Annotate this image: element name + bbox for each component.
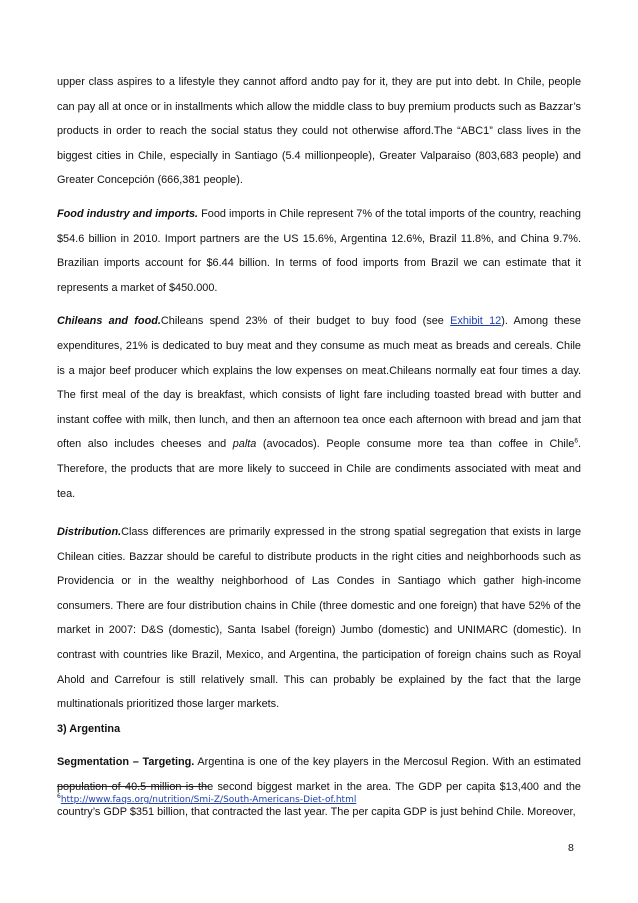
palta-term: palta [232, 438, 257, 451]
footnote-separator [57, 786, 208, 787]
food-industry-heading: Food industry and imports. [57, 207, 199, 220]
section-heading-argentina: 3) Argentina [57, 722, 121, 735]
chileans-food-heading: Chileans and food. [57, 315, 161, 328]
segmentation-heading: Segmentation – Targeting. [57, 756, 195, 769]
footnote-link[interactable]: http://www.faqs.org/nutrition/Smi-Z/South-Americans-Diet-of.html [60, 795, 357, 805]
paragraph-distribution [57, 520, 581, 717]
footnote-reference[interactable]: 6 [574, 437, 578, 445]
exhibit-12-link[interactable]: Exhibit 12 [450, 315, 502, 328]
footnote-number: 6 [57, 793, 61, 800]
footnote [57, 795, 356, 805]
distribution-heading: Distribution. [57, 526, 122, 539]
paragraph-chileans-food: Chileans and food.Chileans spend 23% of their budget to buy food (see Exhibit 12). Among these expenditures, 21% is dedicated to buy meat and they consume as much meat as breads and cereals. Chile is a major beef producer which explains the low expenses on meat.Chileans normally eat four times a day. The first meal of the day is breakfast, which consists of light fare including toasted bread with butter and instant coffee with milk, then lunch, and then an afternoon tea once each afternoon with bread and jam that often also includes cheeses and palta (avocados). People consume more tea than coffee in Chile$^6$. Therefore, the products that are more likely to succeed in Chile are condiments associated with meat and tea. [57, 315, 581, 500]
page-number: 8 [568, 842, 574, 854]
paragraph-segmentation [57, 750, 581, 824]
paragraph-chile-class: upper class aspires to a lifestyle they cannot afford andto pay for it, they are put into debt. In Chile, people can pay all at once or in installments which allow the middle class to buy premium products such as Bazzar’s products in order to reach the social status they could not otherwise afford.The “ABC1” class lives in the biggest cities in Chile, especially in Santiago (5.4 millionpeople), Greater Valparaiso (803,683 people) and Greater Concepción (666,381 people). [57, 76, 581, 187]
distribution-text: Class differences are primarily expressed in the strong spatial segregation that exists in large Chilean cities. Bazzar should be careful to distribute products in the right cities and neighborhoods such as Providencia or in the wealthy neighborhood of Las Condes in Santiago which gather high-income consumers. There are four distribution chains in Chile (three domestic and one foreign) that have 52% of the market in 2007: D&S (domestic), Santa Isabel (foreign) Jumbo (domestic) and UNIMARC (domestic). In contrast with countries like Brazil, Mexico, and Argentina, the participation of foreign chains such as Royal Ahold and Carrefour is still relatively small. This can probably be explained by the fact that the large multinationals prioritized those larger markets. [57, 526, 581, 711]
paragraph-food-industry [57, 202, 581, 300]
body-text [57, 70, 581, 824]
segmentation-text: Argentina is one of the key players in the Mercosul Region. With an estimated population of 40.5 million is the second biggest market in the area. The GDP per capita $13,400 and the country’s GDP $351 billion, that contracted the last year. The per capita GDP is just behind Chile. Moreover, [57, 756, 581, 818]
food-industry-text: Food imports in Chile represent 7% of the total imports of the country, reaching $54.6 billion in 2010. Import partners are the US 15.6%, Argentina 12.6%, Brazil 11.8%, and China 9.7%. Brazilian imports account for $6.44 billion. In terms of food imports from Brazil we can estimate that it represents a market of $450.000. [57, 207, 581, 294]
